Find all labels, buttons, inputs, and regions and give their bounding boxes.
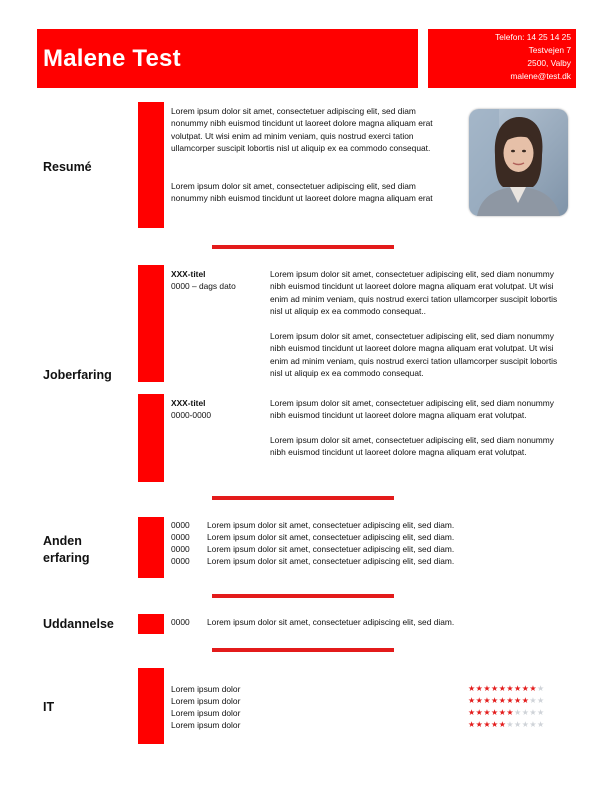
resume-paragraph: Lorem ipsum dolor sit amet, consectetuer adipiscing elit, sed diam nonummy nibh euismod tincidunt ut laoreet dolore magna aliquam erat volutpat. Ut wisi enim ad minim veniam, quis nostrud exerci tation ullamcorper suscipit lobortis nisl ut aliquip ex ea commodo consequat.	[171, 106, 433, 154]
star-filled-icon: ★	[491, 720, 499, 729]
star-filled-icon: ★	[514, 696, 522, 705]
star-empty-icon: ★	[529, 720, 538, 729]
item-year: 0000	[171, 544, 190, 554]
skill-name: Lorem ipsum dolor	[171, 708, 241, 718]
profile-photo	[469, 109, 568, 216]
star-empty-icon: ★	[529, 708, 538, 717]
star-filled-icon: ★	[498, 684, 507, 693]
star-filled-icon: ★	[514, 684, 522, 693]
star-filled-icon: ★	[521, 684, 530, 693]
contact-block	[495, 31, 571, 83]
job-title: XXX-titel	[171, 398, 206, 408]
accent-bar	[138, 668, 164, 744]
skill-name: Lorem ipsum dolor	[171, 696, 241, 706]
skill-name: Lorem ipsum dolor	[171, 684, 241, 694]
job-date: 0000 – dags dato	[171, 281, 236, 291]
star-filled-icon: ★	[475, 720, 484, 729]
accent-bar	[138, 394, 164, 482]
section-divider	[212, 496, 394, 500]
item-text: Lorem ipsum dolor sit amet, consectetuer adipiscing elit, sed diam.	[207, 532, 455, 542]
item-year: 0000	[171, 556, 190, 566]
item-text: Lorem ipsum dolor sit amet, consectetuer adipiscing elit, sed diam.	[207, 544, 455, 554]
item-text: Lorem ipsum dolor sit amet, consectetuer adipiscing elit, sed diam.	[207, 556, 455, 566]
star-empty-icon: ★	[537, 720, 545, 729]
star-filled-icon: ★	[475, 684, 484, 693]
job-title: XXX-titel	[171, 269, 206, 279]
star-filled-icon: ★	[483, 696, 492, 705]
star-filled-icon: ★	[483, 708, 492, 717]
star-empty-icon: ★	[521, 720, 530, 729]
job-date: 0000-0000	[171, 410, 212, 420]
star-filled-icon: ★	[498, 720, 507, 729]
star-empty-icon: ★	[537, 684, 545, 693]
skill-rating	[468, 719, 545, 731]
star-filled-icon: ★	[475, 696, 484, 705]
star-filled-icon: ★	[468, 708, 476, 717]
accent-bar	[138, 517, 164, 578]
candidate-name: Malene Test	[43, 45, 181, 72]
contact-street: Testvejen 7	[528, 45, 571, 55]
star-empty-icon: ★	[521, 708, 530, 717]
item-year: 0000	[171, 617, 190, 627]
star-filled-icon: ★	[483, 720, 492, 729]
star-empty-icon: ★	[537, 708, 545, 717]
star-filled-icon: ★	[468, 696, 476, 705]
section-title-education: Uddannelse	[43, 617, 114, 631]
item-year: 0000	[171, 520, 190, 530]
item-text: Lorem ipsum dolor sit amet, consectetuer adipiscing elit, sed diam.	[207, 617, 455, 627]
star-filled-icon: ★	[491, 696, 499, 705]
section-title-it: IT	[43, 700, 55, 714]
section-title-other	[43, 533, 90, 567]
star-filled-icon: ★	[491, 684, 499, 693]
item-text: Lorem ipsum dolor sit amet, consectetuer adipiscing elit, sed diam.	[207, 520, 455, 530]
star-empty-icon: ★	[529, 696, 538, 705]
star-filled-icon: ★	[491, 708, 499, 717]
skill-name: Lorem ipsum dolor	[171, 720, 241, 730]
skill-rating	[468, 683, 545, 695]
star-filled-icon: ★	[521, 696, 530, 705]
section-title-line: erfaring	[43, 551, 90, 565]
star-filled-icon: ★	[529, 684, 538, 693]
star-empty-icon: ★	[506, 720, 515, 729]
section-divider	[212, 594, 394, 598]
star-filled-icon: ★	[506, 684, 515, 693]
star-filled-icon: ★	[506, 708, 515, 717]
section-title-jobs: Joberfaring	[43, 368, 112, 382]
job-description: Lorem ipsum dolor sit amet, consectetuer adipiscing elit, sed diam nonummy nibh euismod tincidunt ut laoreet dolore magna aliquam erat volutpat.	[270, 398, 554, 421]
accent-bar	[138, 265, 164, 382]
star-filled-icon: ★	[468, 684, 476, 693]
star-empty-icon: ★	[514, 720, 522, 729]
skill-rating	[468, 695, 545, 707]
contact-phone: Telefon: 14 25 14 25	[495, 32, 571, 42]
job-description: Lorem ipsum dolor sit amet, consectetuer adipiscing elit, sed diam nonummy nibh euismod tincidunt ut laoreet dolore magna aliquam erat volutpat.	[270, 435, 554, 458]
star-filled-icon: ★	[475, 708, 484, 717]
contact-city: 2500, Valby	[527, 58, 571, 68]
skill-rating	[468, 707, 545, 719]
resume-paragraph: Lorem ipsum dolor sit amet, consectetuer adipiscing elit, sed diam nonummy nibh euismod tincidunt ut laoreet dolore magna aliquam erat	[171, 181, 433, 204]
star-filled-icon: ★	[498, 696, 507, 705]
section-title-line: Anden	[43, 534, 82, 548]
star-filled-icon: ★	[468, 720, 476, 729]
star-empty-icon: ★	[514, 708, 522, 717]
star-filled-icon: ★	[506, 696, 515, 705]
job-description: Lorem ipsum dolor sit amet, consectetuer adipiscing elit, sed diam nonummy nibh euismod tincidunt ut laoreet dolore magna aliquam erat volutpat. Ut wisi enim ad minim veniam, quis nostrud exerci tation ullamcorper suscipit lobortis nisl ut aliquip ex ea commodo consequat.	[270, 331, 558, 379]
section-divider	[212, 245, 394, 249]
section-title-resume: Resumé	[43, 160, 92, 174]
star-empty-icon: ★	[537, 696, 545, 705]
accent-bar	[138, 102, 164, 228]
job-description: Lorem ipsum dolor sit amet, consectetuer adipiscing elit, sed diam nonummy nibh euismod tincidunt ut laoreet dolore magna aliquam erat volutpat. Ut wisi enim ad minim veniam, quis nostrud exerci tation ullamcorper suscipit lobortis nisl ut aliquip ex ea commodo consequat..	[270, 269, 558, 317]
item-year: 0000	[171, 532, 190, 542]
star-filled-icon: ★	[498, 708, 507, 717]
accent-bar	[138, 614, 164, 634]
contact-email: malene@test.dk	[510, 71, 571, 81]
star-filled-icon: ★	[483, 684, 492, 693]
portrait-image	[469, 109, 568, 216]
section-divider	[212, 648, 394, 652]
